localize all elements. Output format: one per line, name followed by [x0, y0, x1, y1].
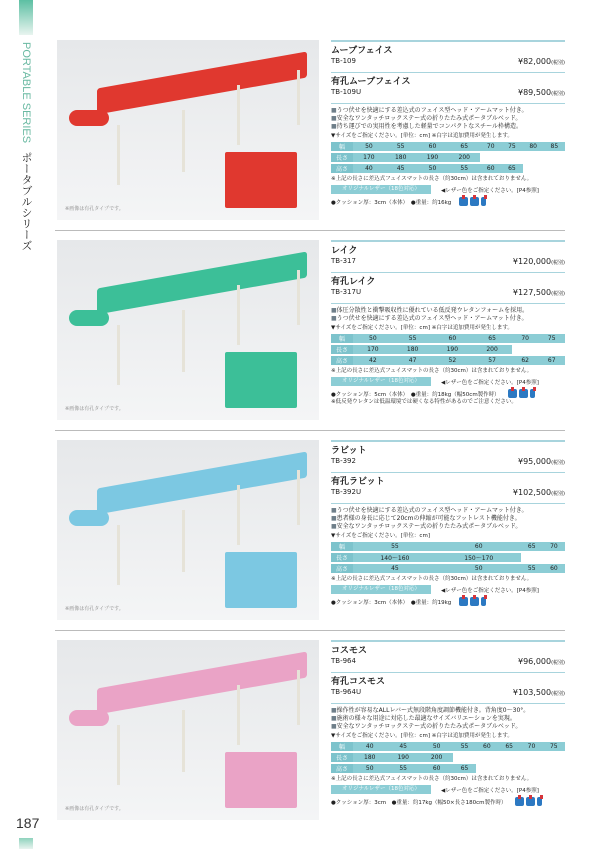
size-row-label: 高さ — [331, 564, 353, 573]
size-cell[interactable]: 50 — [353, 764, 386, 773]
table-top — [97, 651, 307, 714]
size-cell[interactable]: 190 — [386, 753, 419, 762]
size-row-label: 長さ — [331, 153, 353, 162]
size-cell[interactable]: 65 — [453, 764, 475, 773]
size-cell[interactable]: 65 — [498, 742, 520, 751]
size-cell[interactable]: 55 — [453, 742, 475, 751]
size-table — [331, 740, 565, 775]
size-cell[interactable]: 70 — [543, 542, 565, 551]
size-row — [331, 542, 565, 551]
leather-color-button[interactable]: オリジナルレザー（18色対応） — [331, 185, 431, 194]
size-cell[interactable]: 50 — [353, 142, 385, 151]
product-name: コスモス — [331, 646, 368, 656]
spec-icons — [459, 197, 486, 206]
product-code: TB-392 — [331, 457, 356, 465]
folded-case — [225, 152, 297, 208]
product-code: TB-109U — [331, 88, 362, 96]
size-cell[interactable]: 50 — [353, 334, 393, 343]
size-row-label: 幅 — [331, 142, 353, 151]
series-label — [18, 42, 34, 251]
product-variant-perforated — [331, 673, 565, 704]
size-cell[interactable]: 85 — [544, 142, 565, 151]
cube-icon — [459, 597, 468, 606]
leather-note: ◀レザー色をご指定ください。[P4参照] — [441, 587, 539, 594]
size-row — [331, 742, 565, 751]
product-price: ¥127,500(税別) — [512, 288, 565, 297]
series-label-jp: ポータブルシリーズ — [20, 152, 32, 252]
image-note: ※画像は有孔タイプです。 — [65, 206, 124, 212]
face-rest — [69, 710, 109, 726]
size-cell[interactable]: 75 — [538, 334, 565, 343]
size-table — [331, 140, 565, 175]
table-leg — [117, 525, 120, 585]
size-cell[interactable]: 140〜160 — [353, 553, 437, 562]
feature-item: ■ 安全なワンタッチロックステー式の折りたたみ式ポータブルベッド。 — [331, 115, 565, 123]
size-cell[interactable]: 180 — [393, 345, 433, 354]
size-cell[interactable]: 180 — [353, 753, 386, 762]
size-row — [331, 153, 565, 162]
table-leg — [117, 325, 120, 385]
leather-row — [331, 185, 565, 194]
size-cell[interactable]: 55 — [393, 334, 433, 343]
size-instructions: ▼サイズをご指定ください。[単位：cm] ※白字は追加費用が発生します。 — [331, 133, 513, 139]
feature-item: ■ うつ伏せを快適にする差込式のフェイス型ヘッド・アームマット付き。 — [331, 315, 565, 323]
size-cell[interactable]: 45 — [386, 742, 419, 751]
size-cell[interactable]: 57 — [472, 356, 512, 365]
size-cell[interactable]: 60 — [480, 164, 501, 173]
size-cell[interactable]: 55 — [386, 764, 419, 773]
size-cell[interactable]: 190 — [417, 153, 449, 162]
size-cell[interactable]: 65 — [501, 164, 522, 173]
cube-icon — [459, 197, 468, 206]
size-row — [331, 564, 565, 573]
size-cell[interactable]: 40 — [353, 742, 386, 751]
size-cell[interactable]: 70 — [480, 142, 501, 151]
product-name: 有孔レイク — [331, 277, 376, 287]
feature-list — [331, 507, 565, 531]
cube-icon — [530, 389, 535, 398]
size-cell[interactable]: 60 — [543, 564, 565, 573]
product-code: TB-317U — [331, 288, 362, 296]
size-cell[interactable]: 65 — [448, 142, 480, 151]
spec-text: ●クッション厚：3cm ●重量：約17kg（幅50×長さ180cm製作時） — [331, 799, 507, 806]
leather-row — [331, 585, 565, 594]
size-cell[interactable]: 50 — [417, 164, 449, 173]
cube-icon — [481, 597, 486, 606]
side-accent-bar — [19, 0, 33, 35]
leather-note: ◀レザー色をご指定ください。[P4参照] — [441, 787, 539, 794]
product-price: ¥95,000(税別) — [518, 457, 565, 466]
size-row — [331, 164, 565, 173]
feature-item: ■ うつ伏せを快適にする差込式のフェイス型ヘッド・アームマット付き。 — [331, 507, 565, 515]
product-name: 有孔ムーブフェイス — [331, 77, 411, 87]
spec-text: ●クッション厚：3cm（本体） ●重量：約19kg — [331, 599, 452, 606]
size-cell[interactable]: 200 — [420, 753, 453, 762]
spec-row — [331, 597, 565, 606]
size-row-label: 幅 — [331, 334, 353, 343]
cube-icon — [537, 797, 542, 806]
extra-note: ※低反発ウレタンは低温環境では硬くなる特性があるのでご注意ください。 — [331, 399, 517, 405]
size-cell[interactable]: 70 — [512, 334, 539, 343]
product-code: TB-964U — [331, 688, 362, 696]
feature-item: ■ 体圧分散性と衝撃吸収性に優れている低反発ウレタンフォームを採用。 — [331, 307, 565, 315]
feature-list — [331, 107, 565, 131]
size-row-label: 長さ — [331, 553, 353, 562]
product-name: 有孔コスモス — [331, 677, 386, 687]
product-code: TB-317 — [331, 257, 356, 265]
size-table — [331, 332, 565, 367]
product-variant — [331, 40, 565, 73]
size-row — [331, 553, 565, 562]
folded-case — [225, 352, 297, 408]
product-variant-perforated — [331, 273, 565, 304]
spec-row — [331, 197, 565, 206]
cube-icon — [515, 797, 524, 806]
cube-icon — [470, 197, 479, 206]
size-cell[interactable]: 50 — [437, 564, 521, 573]
section-divider — [55, 630, 565, 631]
size-row — [331, 142, 565, 151]
product-name: 有孔ラビット — [331, 477, 385, 487]
size-cell[interactable]: 170 — [353, 345, 393, 354]
size-cell[interactable]: 200 — [448, 153, 480, 162]
product-photo — [57, 440, 319, 620]
leather-row — [331, 785, 565, 794]
face-rest — [69, 310, 109, 326]
table-top — [97, 51, 307, 114]
face-mat-note: ※上記の長さに差込式フェイスマットの長さ（約30cm）は含まれておりません。 — [331, 176, 533, 182]
leather-color-button[interactable]: オリジナルレザー（18色対応） — [331, 785, 431, 794]
size-cell[interactable]: 75 — [543, 742, 565, 751]
feature-item: ■ 安全なワンタッチロックステー式の折りたたみ式ポータブルベッド。 — [331, 523, 565, 531]
cube-icon — [526, 797, 535, 806]
size-cell[interactable]: 47 — [393, 356, 433, 365]
product-variant — [331, 240, 565, 273]
product-variant — [331, 440, 565, 473]
image-note: ※画像は有孔タイプです。 — [65, 606, 124, 612]
size-row — [331, 753, 565, 762]
size-row-label: 幅 — [331, 742, 353, 751]
cube-icon — [481, 197, 486, 206]
folded-case — [225, 552, 297, 608]
product-photo — [57, 240, 319, 420]
face-mat-note: ※上記の長さに差込式フェイスマットの長さ（約30cm）は含まれておりません。 — [331, 576, 533, 582]
size-cell[interactable]: 60 — [417, 142, 449, 151]
table-leg — [297, 670, 300, 725]
product-price: ¥120,000(税別) — [512, 257, 565, 266]
face-rest — [69, 110, 109, 126]
section-divider — [55, 230, 565, 231]
product-name: ムーブフェイス — [331, 46, 393, 56]
size-cell[interactable]: 45 — [353, 564, 437, 573]
table-leg — [182, 510, 185, 572]
size-cell[interactable]: 170 — [353, 153, 385, 162]
leather-note: ◀レザー色をご指定ください。[P4参照] — [441, 379, 539, 386]
size-row — [331, 356, 565, 365]
table-leg — [182, 110, 185, 172]
folded-case — [225, 752, 297, 808]
size-cell[interactable]: 55 — [353, 542, 437, 551]
size-cell[interactable]: 75 — [501, 142, 522, 151]
size-row-label: 長さ — [331, 345, 353, 354]
size-row — [331, 345, 565, 354]
size-cell[interactable]: 65 — [521, 542, 543, 551]
product-price: ¥96,000(税別) — [518, 657, 565, 666]
leather-color-button[interactable]: オリジナルレザー（18色対応） — [331, 585, 431, 594]
spec-text: ●クッション厚：3cm（本体） ●重量：約16kg — [331, 199, 452, 206]
product-photo — [57, 40, 319, 220]
size-cell[interactable]: 60 — [420, 764, 453, 773]
product-code: TB-392U — [331, 488, 362, 496]
size-instructions: ▼サイズをご指定ください。[単位：cm] ※白字は追加費用が発生します。 — [331, 733, 513, 739]
size-cell[interactable]: 200 — [472, 345, 512, 354]
size-cell[interactable]: 60 — [432, 334, 472, 343]
leather-note: ◀レザー色をご指定ください。[P4参照] — [441, 187, 539, 194]
size-row-label: 高さ — [331, 356, 353, 365]
size-instructions: ▼サイズをご指定ください。[単位：cm] ※白字は追加費用が発生します。 — [331, 325, 513, 331]
product-code: TB-109 — [331, 57, 356, 65]
leather-row — [331, 377, 565, 386]
table-leg — [237, 485, 240, 545]
spec-icons — [508, 389, 535, 398]
size-cell[interactable]: 180 — [385, 153, 417, 162]
size-cell[interactable]: 62 — [512, 356, 539, 365]
product-name: レイク — [331, 246, 358, 256]
feature-item: ■ 安全なワンタッチロックステー式の折りたたみ式ポータブルベッド。 — [331, 723, 565, 731]
feature-item: ■ 患者様の身長に応じて20cmの伸縮が可能なフットレスト機能付き。 — [331, 515, 565, 523]
size-cell[interactable]: 60 — [476, 742, 498, 751]
product-variant — [331, 640, 565, 673]
size-cell[interactable]: 65 — [472, 334, 512, 343]
feature-list — [331, 307, 565, 323]
product-photo — [57, 640, 319, 820]
table-leg — [117, 725, 120, 785]
feature-item: ■ 持ち運びでの実用性を考慮した軽量でコンパクトなスチール枠構造。 — [331, 123, 565, 131]
section-divider — [55, 430, 565, 431]
page-accent-bar — [19, 838, 33, 849]
table-leg — [237, 285, 240, 345]
cube-icon — [470, 597, 479, 606]
size-cell[interactable]: 55 — [448, 164, 480, 173]
spec-row — [331, 797, 565, 806]
size-table — [331, 540, 565, 575]
product-info — [331, 440, 565, 606]
feature-list — [331, 707, 565, 731]
size-cell[interactable]: 45 — [385, 164, 417, 173]
size-cell[interactable]: 40 — [353, 164, 385, 173]
feature-item: ■ 施術の様々な用途に対応した最適なサイズバリエーションを実現。 — [331, 715, 565, 723]
product-variant-perforated — [331, 473, 565, 504]
cube-icon — [508, 389, 517, 398]
product-price: ¥102,500(税別) — [512, 488, 565, 497]
face-mat-note: ※上記の長さに差込式フェイスマットの長さ（約30cm）は含まれておりません。 — [331, 776, 533, 782]
table-leg — [117, 125, 120, 185]
size-cell[interactable]: 52 — [432, 356, 472, 365]
table-leg — [297, 70, 300, 125]
size-row — [331, 334, 565, 343]
product-price: ¥103,500(税別) — [512, 688, 565, 697]
table-leg — [182, 310, 185, 372]
spec-row — [331, 389, 565, 398]
image-note: ※画像は有孔タイプです。 — [65, 406, 124, 412]
size-row-label: 高さ — [331, 164, 353, 173]
table-leg — [237, 685, 240, 745]
table-leg — [297, 470, 300, 525]
product-info — [331, 40, 565, 206]
spec-icons — [515, 797, 542, 806]
product-price: ¥89,500(税別) — [518, 88, 565, 97]
spec-text: ●クッション厚：5cm（本体） ●重量：約18kg（幅50cm製作時） — [331, 391, 500, 398]
product-variant-perforated — [331, 73, 565, 104]
size-row-label: 幅 — [331, 542, 353, 551]
size-row — [331, 764, 565, 773]
face-rest — [69, 510, 109, 526]
spec-icons — [459, 597, 486, 606]
product-code: TB-964 — [331, 657, 356, 665]
image-note: ※画像は有孔タイプです。 — [65, 806, 124, 812]
size-cell[interactable]: 60 — [437, 542, 521, 551]
size-row-label: 高さ — [331, 764, 353, 773]
size-cell[interactable]: 55 — [385, 142, 417, 151]
size-row-label: 長さ — [331, 753, 353, 762]
size-cell[interactable]: 70 — [520, 742, 542, 751]
size-cell[interactable]: 190 — [432, 345, 472, 354]
size-instructions: ▼サイズをご指定ください。[単位：cm] — [331, 533, 430, 539]
table-top — [97, 251, 307, 314]
size-cell[interactable]: 50 — [420, 742, 453, 751]
size-cell[interactable]: 55 — [521, 564, 543, 573]
feature-item: ■ うつ伏せを快適にする差込式のフェイス型ヘッド・アームマット付き。 — [331, 107, 565, 115]
table-leg — [237, 85, 240, 145]
size-cell[interactable]: 150〜170 — [437, 553, 521, 562]
table-leg — [182, 710, 185, 772]
feature-item: ■ 操作性が容易なALLレバー式無段階角度調節機能付き。背角度0〜30°。 — [331, 707, 565, 715]
product-price: ¥82,000(税別) — [518, 57, 565, 66]
leather-color-button[interactable]: オリジナルレザー（18色対応） — [331, 377, 431, 386]
face-mat-note: ※上記の長さに差込式フェイスマットの長さ（約30cm）は含まれておりません。 — [331, 368, 533, 374]
size-cell[interactable]: 42 — [353, 356, 393, 365]
page-number: 187 — [16, 815, 40, 831]
product-info — [331, 240, 565, 406]
product-info — [331, 640, 565, 806]
cube-icon — [519, 389, 528, 398]
size-cell[interactable]: 80 — [523, 142, 544, 151]
size-cell[interactable]: 67 — [538, 356, 565, 365]
product-name: ラビット — [331, 446, 367, 456]
table-leg — [297, 270, 300, 325]
table-top — [97, 451, 307, 514]
series-label-en: PORTABLE SERIES — [20, 42, 32, 144]
